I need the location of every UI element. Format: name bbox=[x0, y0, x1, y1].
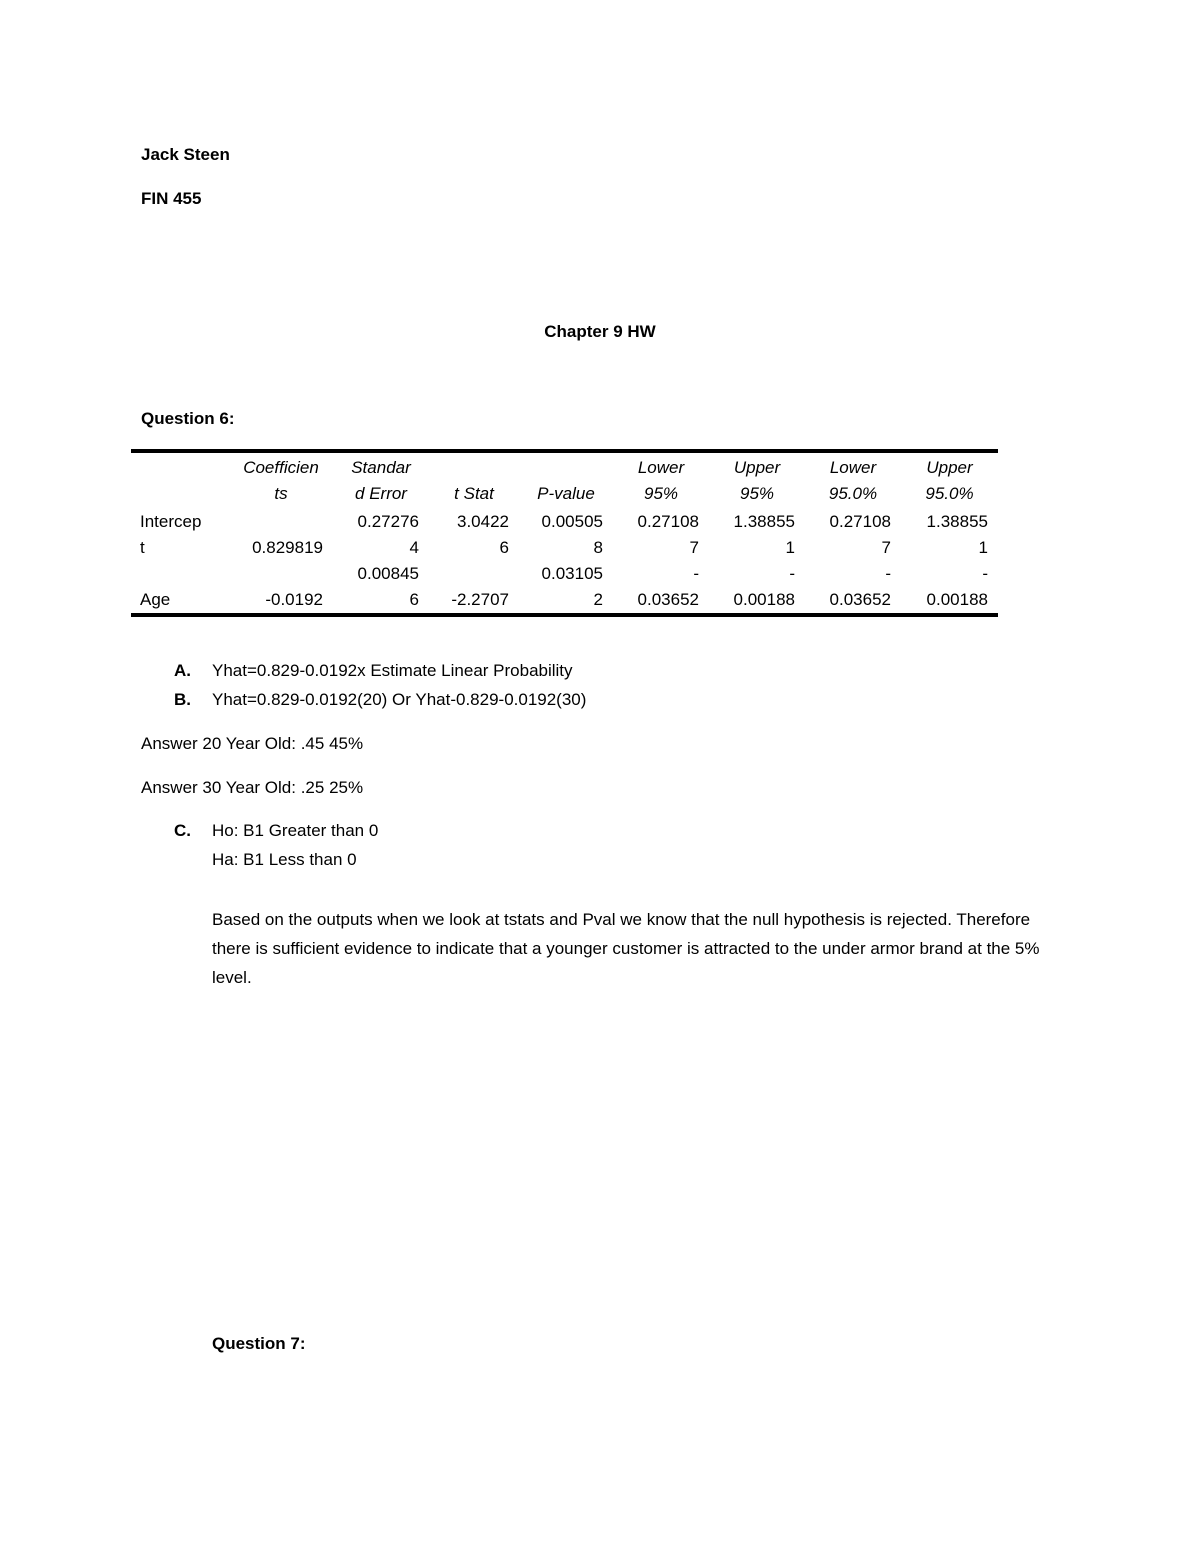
table-cell bbox=[229, 561, 333, 587]
table-cell: 0.00188 bbox=[926, 590, 988, 609]
answer-30-year-old: Answer 30 Year Old: .25 25% bbox=[141, 778, 364, 797]
table-cell: 6 bbox=[409, 590, 419, 609]
answer-20-year-old: Answer 20 Year Old: .45 45% bbox=[141, 734, 364, 753]
header-cell: Coefficien ts bbox=[243, 458, 319, 503]
table-cell: 0.27108 bbox=[637, 512, 699, 531]
regression-output-table bbox=[131, 449, 998, 617]
null-hypothesis: Ho: B1 Greater than 0 bbox=[212, 821, 379, 840]
header-cell: Lower 95.0% bbox=[828, 458, 878, 503]
table-cell: 7 bbox=[689, 538, 699, 557]
author-name: Jack Steen bbox=[141, 145, 230, 164]
table-cell bbox=[429, 561, 519, 587]
header-cell: Upper 95% bbox=[733, 458, 781, 503]
table-cell: Age bbox=[140, 590, 171, 609]
table-row bbox=[131, 561, 998, 587]
table-cell: 7 bbox=[881, 538, 891, 557]
table-cell: 2 bbox=[593, 590, 603, 609]
document-title: Chapter 9 HW bbox=[544, 322, 656, 341]
table-cell: -2.2707 bbox=[451, 590, 509, 609]
table-cell: 0.00845 bbox=[357, 564, 419, 583]
table-cell: 0.27108 bbox=[829, 512, 891, 531]
answer-b-text: Yhat=0.829-0.0192(20) Or Yhat-0.829-0.0192(30) bbox=[212, 690, 587, 709]
table-cell: 1 bbox=[785, 538, 795, 557]
table-cell: Intercep bbox=[140, 512, 202, 531]
table-cell: - bbox=[982, 564, 988, 583]
table-cell: 0.03105 bbox=[541, 564, 603, 583]
table-header-row bbox=[131, 451, 998, 507]
table-cell: 6 bbox=[499, 538, 509, 557]
table-row bbox=[131, 587, 998, 615]
table-cell: 3.0422 bbox=[457, 512, 509, 531]
table-cell: 0.00188 bbox=[733, 590, 795, 609]
header-cell: P-value bbox=[537, 484, 595, 503]
table-cell bbox=[229, 507, 333, 535]
answer-a-text: Yhat=0.829-0.0192x Estimate Linear Probability bbox=[212, 661, 573, 680]
table-row bbox=[131, 535, 998, 561]
table-cell bbox=[131, 561, 229, 587]
table-cell: - bbox=[885, 564, 891, 583]
table-cell: 0.03652 bbox=[637, 590, 699, 609]
table-cell: - bbox=[693, 564, 699, 583]
conclusion-paragraph: Based on the outputs when we look at tstats and Pval we know that the null hypothesis is rejected. Therefore there is sufficient evidence to indicate that a younger customer is attracted to the under armor brand at the 5% level. bbox=[212, 910, 1040, 987]
table-cell: 0.829819 bbox=[252, 538, 323, 557]
table-cell: -0.0192 bbox=[265, 590, 323, 609]
header-cell: Lower 95% bbox=[637, 458, 685, 503]
header-cell bbox=[131, 451, 229, 507]
table-cell: 0.27276 bbox=[357, 512, 419, 531]
list-marker-c: C. bbox=[174, 821, 191, 840]
table-cell: 0.03652 bbox=[829, 590, 891, 609]
alternative-hypothesis: Ha: B1 Less than 0 bbox=[212, 850, 357, 869]
header-cell: Upper 95.0% bbox=[925, 458, 974, 503]
question-6-heading: Question 6: bbox=[141, 409, 235, 428]
table-cell: 1 bbox=[978, 538, 988, 557]
table-cell: - bbox=[789, 564, 795, 583]
table-cell: 8 bbox=[593, 538, 603, 557]
list-marker-b: B. bbox=[174, 690, 191, 709]
table-cell: 0.00505 bbox=[541, 512, 603, 531]
question-7-heading: Question 7: bbox=[212, 1334, 306, 1353]
list-marker-a: A. bbox=[174, 661, 191, 680]
course-code: FIN 455 bbox=[141, 189, 202, 208]
header-cell: Standar d Error bbox=[351, 458, 411, 503]
table-cell: t bbox=[140, 538, 145, 557]
table-cell: 4 bbox=[409, 538, 419, 557]
table-row bbox=[131, 507, 998, 535]
table-cell: 1.38855 bbox=[733, 512, 795, 531]
table-cell: 1.38855 bbox=[926, 512, 988, 531]
header-cell: t Stat bbox=[454, 484, 494, 503]
